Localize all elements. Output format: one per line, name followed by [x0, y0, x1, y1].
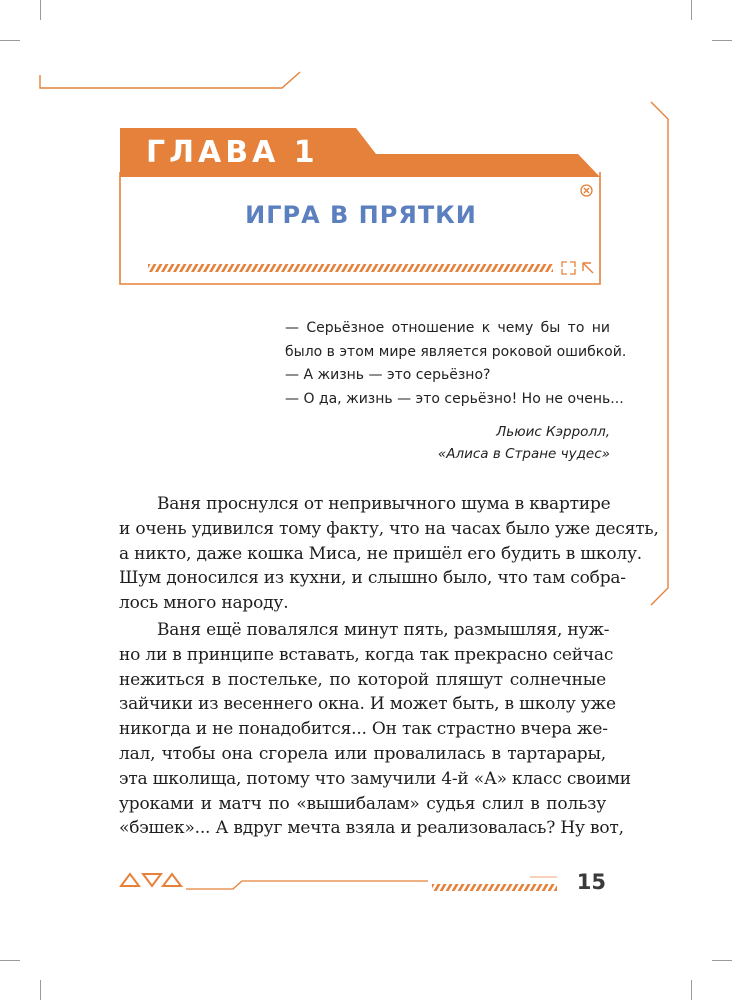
page-number: 15 [576, 870, 606, 894]
text-line: Ваня проснулся от непривычного шума в квартире [157, 494, 611, 514]
text-line: а никто, даже кошка Миса, не пришёл его будить в школу. [119, 543, 642, 564]
text-line: Ваня ещё повалялся минут пять, размышляя, нуж- [157, 619, 610, 640]
text-line: нежиться в постельке, по которой пляшут солнечные [119, 669, 606, 690]
text-line: Шум доносился из кухни, и слышно было, что там собра- [119, 568, 626, 589]
footer-line [186, 881, 428, 889]
epigraph-source: «Алиса в Стране чудес» [437, 446, 610, 462]
epigraph-line: было в этом мире является роковой ошибкой. [285, 343, 627, 360]
text-line: эта школища, потому что замучили 4-й «А» класс своими [119, 768, 631, 789]
text-line: лось много народу. [119, 593, 289, 614]
epigraph-author: Льюис Кэрролл, [496, 424, 610, 440]
body-text [119, 492, 659, 841]
chapter-title: ИГРА В ПРЯТКИ [245, 201, 477, 229]
epigraph-attribution [285, 421, 610, 465]
expand-corners-icon [562, 262, 575, 274]
text-line: никогда и не понадобится... Он так страстно вчера же- [119, 719, 608, 740]
diagonal-arrow-icon [583, 263, 593, 273]
epigraph-line: — А жизнь — это серьёзно? [285, 367, 491, 383]
text-line: и очень удивился тому факту, что на часах было уже десять, [119, 518, 659, 539]
footer-triangles-icon [121, 874, 181, 886]
frame-hatch-bar [148, 264, 553, 272]
text-line: зайчики из весеннего окна. И может быть, в школу уже [119, 694, 616, 715]
epigraph [285, 317, 627, 465]
corner-line-left [40, 72, 300, 88]
close-icon [580, 184, 593, 197]
text-line: лал, чтобы она сгорела или провалилась в тартарары, [119, 743, 606, 764]
epigraph-line: — О да, жизнь — это серьёзно! Но не очень... [285, 390, 624, 407]
text-line: но ли в принципе вставать, когда так прекрасно сейчас [119, 644, 614, 665]
text-line: «бэшек»... А вдруг мечта взяла и реализовалась? Ну вот, [119, 818, 624, 839]
footer-hatch-bar [432, 884, 557, 891]
epigraph-line: — Серьёзное отношение к чему бы то ни [285, 320, 610, 336]
chapter-label: ГЛАВА 1 [146, 135, 319, 170]
text-line: уроками и матч по «вышибалам» судья слил в пользу [119, 793, 606, 814]
